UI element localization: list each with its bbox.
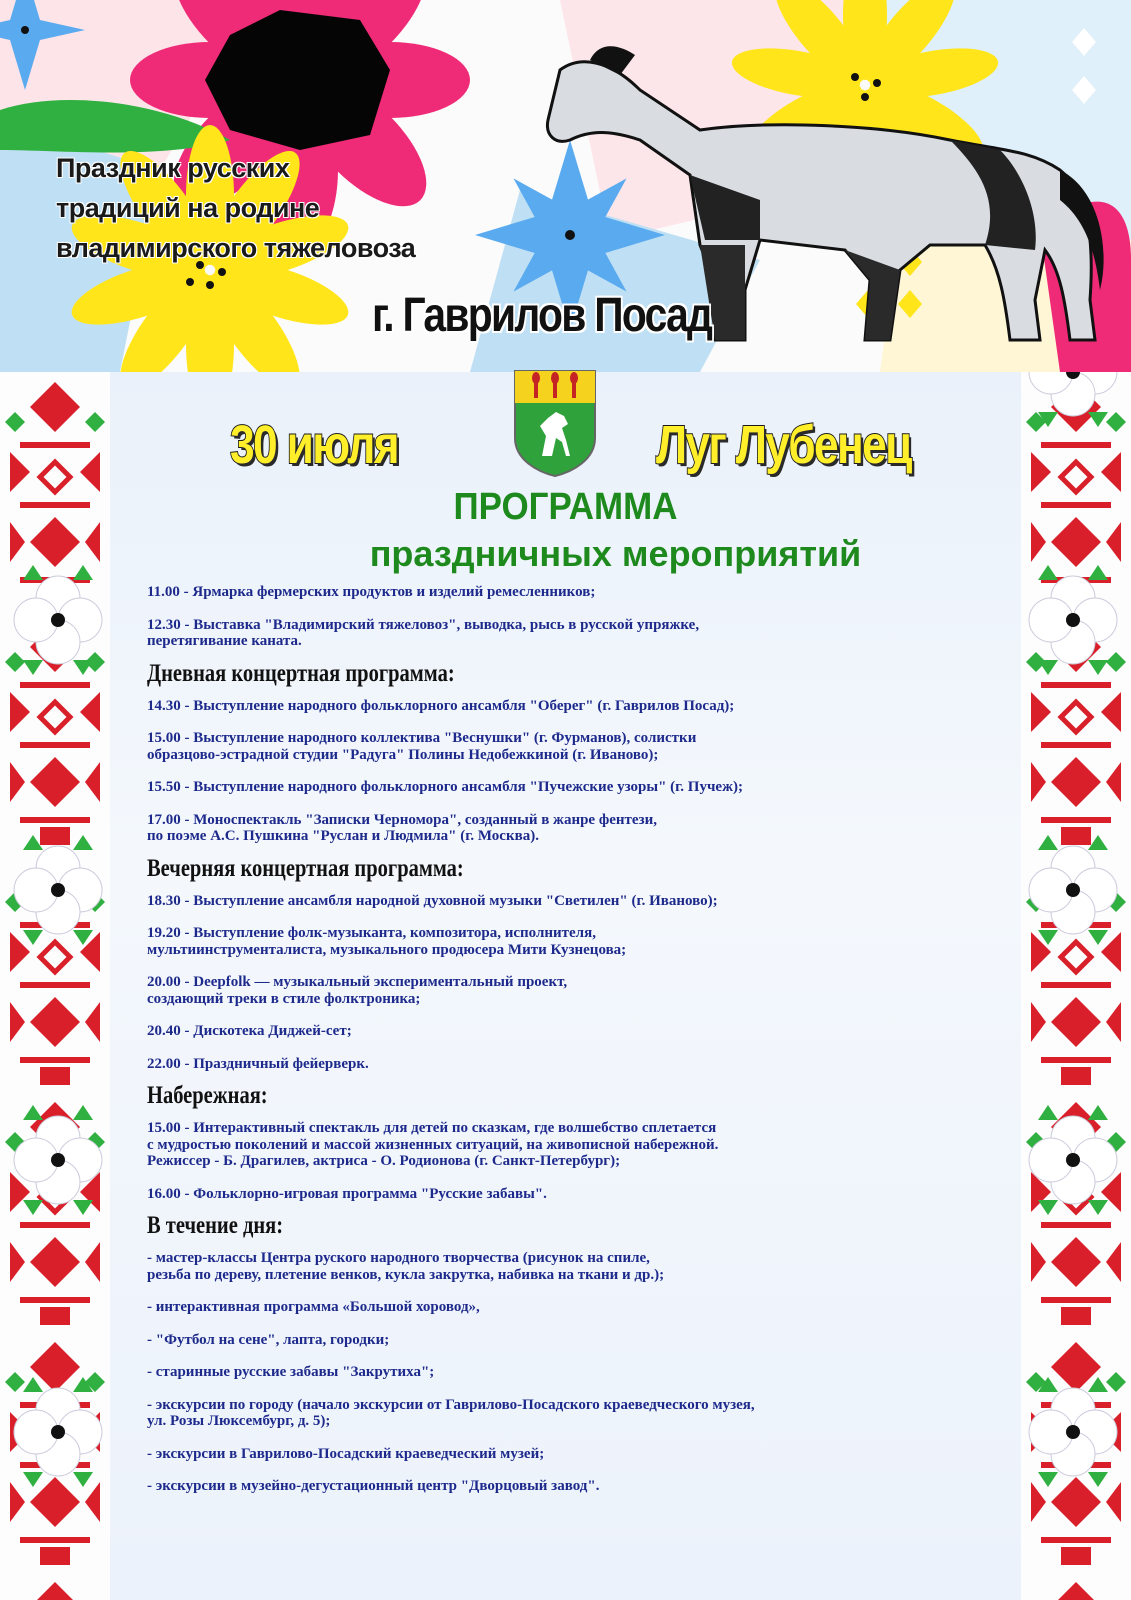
program-item: 18.30 - Выступление ансамбля народной духовной музыки "Светилен" (г. Иваново);: [147, 892, 718, 909]
program-item: - "Футбол на сене", лапта, городки;: [147, 1331, 390, 1348]
program-item: 22.00 - Праздничный фейерверк.: [147, 1055, 369, 1072]
program-title: ПРОГРАММА: [453, 486, 678, 528]
program-item: - экскурсии в Гаврилово-Посадский краеведческий музей;: [147, 1445, 545, 1462]
section-heading-evening-concert: Вечерняя концертная программа:: [147, 854, 464, 882]
program-item: 19.20 - Выступление фолк-музыканта, композитора, исполнителя, мультиинструменталиста, музыкального продюсера Мити Кузнецова;: [147, 925, 627, 958]
program-item: 15.00 - Интерактивный спектакль для детей по сказкам, где волшебство сплетается с мудростью поколений и массой жизненных ситуаций, на живописной набережной. Режиссер - Б. Драгилев, актриса - О. Родионова (г. Санкт-Петербург);: [147, 1120, 719, 1169]
banner-city: г. Гаврилов Посад: [372, 289, 712, 342]
coat-of-arms-icon: [512, 368, 598, 478]
program-item: 12.30 - Выставка "Владимирский тяжеловоз", выводка, рысь в русской упряжке, перетягивание каната.: [147, 616, 700, 649]
section-heading-during-day: В течение дня:: [147, 1212, 284, 1239]
program-item: 16.00 - Фольклорно-игровая программа "Русские забавы".: [147, 1185, 547, 1202]
program-item: 11.00 - Ярмарка фермерских продуктов и изделий ремесленников;: [147, 584, 596, 600]
program-item: 15.00 - Выступление народного коллектива "Веснушки" (г. Фурманов), солистки образцово-эстрадной студии "Радуга" Полины Недобежкиной (г. Иваново);: [147, 730, 697, 763]
program-item: 14.30 - Выступление народного фольклорного ансамбля "Оберег" (г. Гаврилов Посад);: [147, 697, 735, 714]
program-item: 20.40 - Дискотека Диджей-сет;: [147, 1023, 352, 1039]
banner-title-line: владимирского тяжеловоза: [56, 233, 416, 263]
program-list: [147, 584, 967, 1511]
program-item: - мастер-классы Центра руского народного творчества (рисунок на спиле, резьба по дереву, плетение венков, кукла закрутка, набивка на ткани и др.);: [147, 1250, 665, 1283]
program-item: - интерактивная программа «Большой хоровод»,: [147, 1299, 480, 1315]
header-banner: [0, 0, 1131, 372]
event-date: 30 июля: [230, 415, 398, 475]
program-item: - экскурсии по городу (начало экскурсии от Гаврилово-Посадского краеведческого музея, ул. Розы Люксембург, д. 5);: [147, 1396, 755, 1429]
program-item: - старинные русские забавы "Закрутиха";: [147, 1364, 435, 1380]
program-subtitle: праздничных мероприятий: [369, 533, 862, 574]
banner-title: [56, 148, 516, 268]
program-item: - экскурсии в музейно-дегустационный центр "Дворцовый завод".: [147, 1478, 600, 1494]
banner-title-line: традиций на родине: [56, 193, 320, 223]
banner-title-line: Праздник русских: [56, 153, 290, 183]
program-item: 20.00 - Deepfolk — музыкальный экспериментальный проект, создающий треки в стиле фолктроника;: [147, 974, 568, 1007]
program-item: 17.00 - Моноспектакль "Записки Черномора", созданный в жанре фентези, по поэме А.С. Пушкина "Руслан и Людмила" (г. Москва).: [147, 811, 657, 844]
section-heading-embankment: Набережная:: [147, 1082, 268, 1109]
program-item: 15.50 - Выступление народного фольклорного ансамбля "Пучежские узоры" (г. Пучеж);: [147, 779, 743, 795]
event-place: Луг Лубенец: [656, 415, 911, 475]
section-heading-day-concert: Дневная концертная программа:: [147, 659, 455, 687]
